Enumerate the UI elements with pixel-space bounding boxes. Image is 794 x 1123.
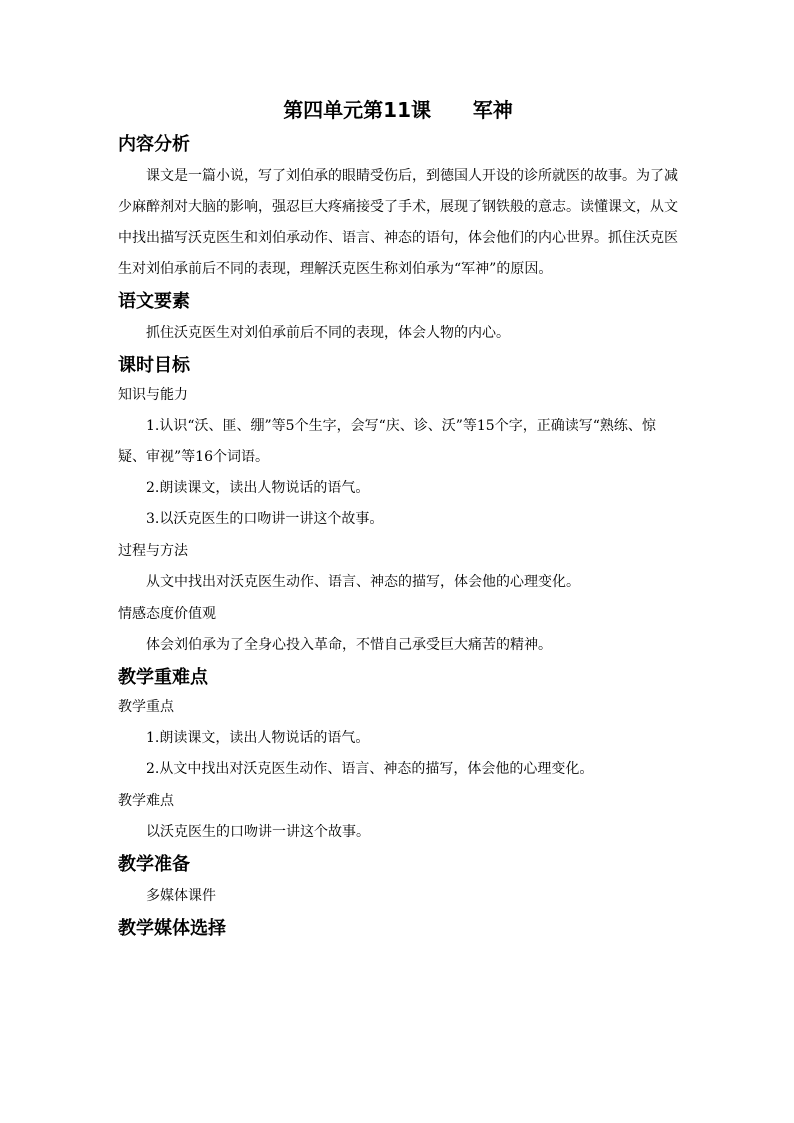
heading-objectives: 课时目标 [118,355,190,376]
heading-content-analysis: 内容分析 [118,134,190,155]
heading-language-elements: 语文要素 [118,291,190,312]
preparation-paragraph: 多媒体课件 [146,888,216,904]
subheading-process: 过程与方法 [118,543,188,559]
knowledge-item-3: 3.以沃克医生的口吻讲一讲这个故事。 [146,511,384,527]
language-elements-paragraph: 抓住沃克医生对刘伯承前后不同的表现，体会人物的内心。 [146,325,510,341]
focus-item-2: 2.从文中找出对沃克医生动作、语言、神态的描写，体会他的心理变化。 [146,761,594,777]
subheading-difficulty: 教学难点 [118,793,174,809]
knowledge-item-1: 1.认识“沃、匪、绷”等5个生字，会写“庆、诊、沃”等15个字，正确读写“熟练、惊疑、审视”等16个词语。 [118,418,656,465]
heading-preparation: 教学准备 [118,854,190,875]
subheading-knowledge: 知识与能力 [118,387,188,403]
content-analysis-paragraph: 课文是一篇小说，写了刘伯承的眼睛受伤后，到德国人开设的诊所就医的故事。为了减少麻醉剂对大脑的影响，强忍巨大疼痛接受了手术，展现了钢铁般的意志。读懂课文，从文中找出描写沃克医生和刘伯承动作、语言、神态的语句，体会他们的内心世界。抓住沃克医生对刘伯承前后不同的表现，理解沃克医生称刘伯承为“军神”的原因。 [118,168,678,277]
subheading-emotion: 情感态度价值观 [118,606,216,622]
knowledge-item-2: 2.朗读课文，读出人物说话的语气。 [146,480,370,496]
subheading-focus: 教学重点 [118,699,174,715]
heading-key-points: 教学重难点 [118,667,208,688]
lesson-title: 第四单元第11课 军神 [283,98,513,122]
emotion-paragraph: 体会刘伯承为了全身心投入革命，不惜自己承受巨大痛苦的精神。 [146,637,552,653]
focus-item-1: 1.朗读课文，读出人物说话的语气。 [146,730,370,746]
heading-media: 教学媒体选择 [118,918,226,939]
document-page [118,92,678,945]
difficulty-paragraph: 以沃克医生的口吻讲一讲这个故事。 [146,824,370,840]
process-paragraph: 从文中找出对沃克医生动作、语言、神态的描写，体会他的心理变化。 [146,574,580,590]
